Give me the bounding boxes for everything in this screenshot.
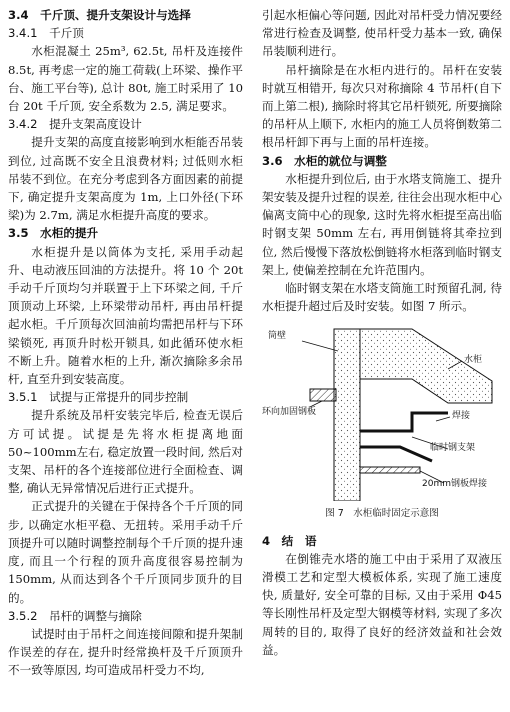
tank-wall — [360, 329, 492, 403]
section-3-4-title: 3.4 千斤顶、提升支架设计与选择 — [8, 8, 191, 22]
section-3-5-2-body-2: 吊杆摘除是在水柜内进行的。吊杆在安装时就互相错开, 每次只对称摘除 4 节吊杆(自下而上第二根), 摘除时将其它吊杆锁死, 所要摘除的吊杆从上顺下, 水柜内的施工人员将倒数第二根吊杆卸下再与上面的吊杆连接。 — [262, 62, 502, 150]
section-4-body: 在倒锥壳水塔的施工中由于采用了双液压滑模工艺和定型大模板体系, 实现了施工速度快, 质量好, 安全可靠的目标, 又由于采用 Φ45 等长刚性吊杆及定型大钢模等材料, 实现了多次周转的目的, 取得了良好的经济效益和社会效益。 — [262, 551, 502, 657]
section-3-4-1-title: 3.4.1 千斤顶 — [8, 26, 84, 41]
section-3-5-2-body: 试提时由于吊杆之间连接间隙和提升架制作误差的存在, 提升时经常换杆及千斤顶顶升不一致等原因, 均可造成吊杆受力不均, — [8, 626, 243, 678]
steel-plate — [360, 467, 420, 473]
section-3-5-1-body-1: 提升系统及吊杆安装完毕后, 检查无误后方可试提。试提是先将水柜提离地面 50~100mm左右, 稳定放置一段时间, 然后对支架、吊杆的各个连接部位进行全面检查、调整, 确认无异常情况后进行正式提升。 — [8, 408, 243, 496]
figure-7-caption: 图 7 水柜临时固定示意图 — [325, 508, 439, 520]
section-3-5-1-title: 3.5.1 试提与正常提升的同步控制 — [8, 390, 189, 405]
section-3-5-1-body-2: 正式提升的关键在于保持各个千斤顶的同步, 以确定水柜平稳、无扭转。采用手动千斤顶提升可以随时调整控制每个千斤顶的提升速度, 而且一个行程的顶升高度很容易控制为 150mm, 从而达到各个千斤顶同步顶升的目的。 — [8, 499, 243, 605]
label-ring-plate: 环向加固钢板 — [262, 407, 317, 418]
section-3-6-body-1: 水柜提升到位后, 由于水塔支筒施工、提升架安装及提升过程的误差, 往往会出现水柜中心偏离支筒中心的现象, 这时先将水柜提至高出临时钢支架 50mm 左右, 再用倒链将其牵拉到位, 然后慢慢下落放松倒链将水柜落到临时钢支架上, 使偏差控制在允许范围内。 — [262, 171, 502, 277]
continued-paragraph: 引起水柜偏心等问题, 因此对吊杆受力情况要经常进行检查及调整, 使吊杆受力基本一致, 确保吊装顺利进行。 — [262, 8, 502, 59]
section-3-4-1-body: 水柜混凝土 25m³, 62.5t, 吊杆及连接件 8.5t, 再考虑一定的施工荷载(上环梁、操作平台、施工平台等), 总计 80t, 施工时采用了 10 台 20t 千斤顶, 安全系数为 2.5, 满足要求。 — [8, 44, 243, 114]
section-3-6-title: 3.6 水柜的就位与调整 — [262, 153, 387, 168]
label-weld: 焊接 — [452, 411, 471, 422]
label-tank: 水柜 — [464, 355, 483, 366]
section-4-title: 4 结 语 — [262, 533, 317, 548]
right-column — [262, 6, 502, 659]
section-3-5-title: 3.5 水柜的提升 — [8, 226, 99, 241]
section-3-4-2-body: 提升支架的高度直接影响到水柜能否吊装到位, 过高既不安全且浪费材料; 过低则水柜吊装不到位。在充分考虑到各方面因素的前提下, 确定提升支架高度为 1m, 上口外径(下环梁)为 2.7m, 满足水柜提升高度的要求。 — [8, 135, 243, 223]
section-3-5-body: 水柜提升是以筒体为支托, 采用手动起升、电动液压回油的方法提升。将 10 个 20t 手动千斤顶均匀并联置于上下环梁之间, 千斤顶顶动上环梁, 上环梁带动吊杆, 再由吊杆提起水柜。千斤顶每次回油前均需把吊杆与下环梁锁死, 再顶升时松开锁具, 如此循环使水柜不断上升。随着水柜的上升, 渐次摘除多余吊杆, 直至升到安装高度。 — [8, 244, 243, 387]
left-column — [8, 6, 243, 680]
temporary-support — [360, 413, 448, 431]
section-3-5-2-title: 3.5.2 吊杆的调整与摘除 — [8, 608, 142, 623]
section-3-6-body-2: 临时钢支架在水塔支筒施工时预留孔洞, 待水柜提升超过后及时安装。如图 7 所示。 — [262, 281, 502, 314]
ring-plate — [310, 389, 336, 401]
label-support: 临时钢支架 — [430, 443, 476, 454]
tube-wall — [334, 329, 360, 501]
section-3-4-2-title: 3.4.2 提升支架高度设计 — [8, 117, 142, 132]
label-plate: 20mm钢板焊接 — [422, 479, 487, 490]
label-tube: 筒壁 — [268, 331, 287, 342]
figure-7 — [262, 321, 502, 501]
support-brace — [360, 447, 432, 461]
